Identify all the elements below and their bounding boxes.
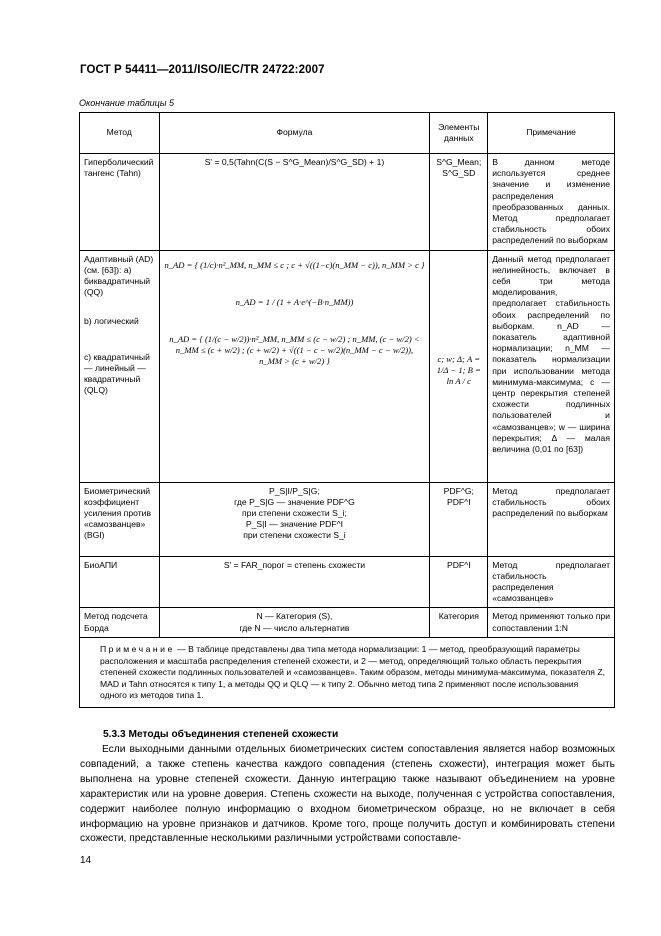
formula-line: при степени схожести S_i;	[242, 508, 347, 519]
elements-cell: PDF^I	[430, 556, 488, 608]
table-row	[80, 154, 615, 251]
section-body	[80, 743, 615, 847]
method-logical: b) логический	[84, 316, 139, 327]
section-heading: 5.3.3 Методы объединения степеней схожести	[103, 729, 339, 740]
formula-line: P_S|I/P_S|G;	[269, 485, 320, 496]
table-note	[80, 638, 615, 708]
table-row	[80, 250, 615, 482]
col-header-note: Примечание	[488, 113, 615, 154]
formula-cell	[159, 608, 430, 638]
note-cell: Данный метод предполагает нелинейность, включает в себя три метода моделирования, предполагает стабильность обоих распределений по выборкам. n_AD — показатель адаптивной нормализации; n_MM — показатель нормализации при использовании метода минимума-максимума; c — центр перекрытия степеней схожести подлинных пользователей и «самозванцев»; w — ширина перекрытия; Δ — малая величина (0,01 по [63])	[488, 250, 615, 482]
formula-cell	[159, 250, 430, 482]
elements-cell	[430, 250, 488, 482]
note-cell: Метод предполагает стабильность распределения «самозванцев»	[488, 556, 615, 608]
col-header-method: Метод	[80, 113, 160, 154]
note-text: — В таблице представлены два типа метода нормализации: 1 — метод, преобразующий параметры расположения и масштаба распределения степеней схожести, и 2 — метод, определяющий только область перекрытия степеней схожести подлинных пользователей и «самозванцев». Таким образом, методы минимума-максимума, показателя Z, MAD и Tahn относятся к типу 1, а методы QQ и QLQ — к типу 2. Обычно метод типа 2 применяют после использования одного из методов типа 1.	[100, 644, 605, 701]
col-header-elements: Элементы данных	[430, 113, 488, 154]
formula-cell	[159, 482, 430, 556]
method-cell: Биометрический коэффициент усиления против «самозванцев» (BGI)	[80, 482, 160, 556]
note-cell: Метод применяют только при сопоставлении 1:N	[488, 608, 615, 638]
table-caption: Окончание таблицы 5	[79, 98, 174, 108]
note-label: Примечание	[100, 644, 175, 655]
formula-line: P_S|I — значение PDF^I	[245, 519, 343, 530]
note-cell: Метод предполагает стабильность обоих распределений по выборкам	[488, 482, 615, 556]
formula-line: N — Категория (S),	[256, 611, 333, 622]
formula-qlq: n_AD = { (1/(c − w/2))·n²_MM, n_MM ≤ (c − w/2) ; n_MM, (c − w/2) < n_MM ≤ (c + w/2) ; (c + w/2) + √((1 − c − w/2)(n_MM − c − w/2)), n_MM > (c + w/2) }	[169, 334, 420, 367]
table-header-row	[80, 113, 615, 154]
formula-line: где N — число альтернатив	[239, 622, 350, 633]
table-row	[80, 482, 615, 556]
table-note-row	[80, 638, 615, 708]
col-header-formula: Формула	[159, 113, 430, 154]
formula-logical: n_AD = 1 / (1 + A·e^(−B·n_MM))	[235, 296, 354, 307]
elements-cell: PDF^G; PDF^I	[430, 482, 488, 556]
table-row	[80, 556, 615, 608]
table-row	[80, 608, 615, 638]
page-number: 14	[80, 855, 92, 866]
formula-cell: S' = 0,5(Tahn(C(S − S^G_Mean)/S^G_SD) + 1)	[159, 154, 430, 251]
formula-line: при степени схожести S_i	[243, 530, 346, 541]
elements-cell: Категория	[430, 608, 488, 638]
normalization-table	[79, 112, 615, 708]
note-cell: В данном методе используется среднее значение и изменение распределения преобразованных данных. Метод предполагает стабильность обоих распределений по выборкам	[488, 154, 615, 251]
method-cell: БиоАПИ	[80, 556, 160, 608]
method-qq: Адаптивный (AD) (см. [63]): а) биквадратичный (QQ)	[84, 253, 154, 298]
method-cell: Метод подсчета Борда	[80, 608, 160, 638]
method-cell	[80, 250, 160, 482]
elements-qlq: c; w; Δ; A = 1/Δ − 1; B = ln A / c	[436, 353, 481, 387]
formula-line: где P_S|G — значение PDF^G	[234, 496, 355, 507]
paragraph: Если выходными данными отдельных биометрических систем сопоставления является набор возможных совпадений, а также степень качества каждого совпадения (степень схожести), интеграция может быть выполнена на уровне степеней схожести. Данную интеграцию также называют объединением на уровне характеристик или на уровне доверия. Степень схожести на выходе, полученная с устройства сопоставления, содержит наиболее полную информацию о входном биометрическом образце, но не включает в себя информацию на уровне признаков и датчиков. Кроме того, проще получить доступ и комбинировать степени схожести, представленные несколькими различными устройствами сопоставле-	[80, 744, 615, 845]
method-qlq: с) квадратичный — линейный — квадратичный (QLQ)	[84, 351, 150, 396]
formula-qq: n_AD = { (1/c)·n²_MM, n_MM ≤ c ; c + √((1−c)(n_MM − c)), n_MM > c }	[164, 259, 425, 270]
elements-cell: S^G_Mean; S^G_SD	[430, 154, 488, 251]
document-header: ГОСТ Р 54411—2011/ISO/IEC/TR 24722:2007	[80, 64, 325, 76]
formula-cell: S' = FAR_порог = степень схожести	[159, 556, 430, 608]
method-cell: Гиперболический тангенс (Tahn)	[80, 154, 160, 251]
